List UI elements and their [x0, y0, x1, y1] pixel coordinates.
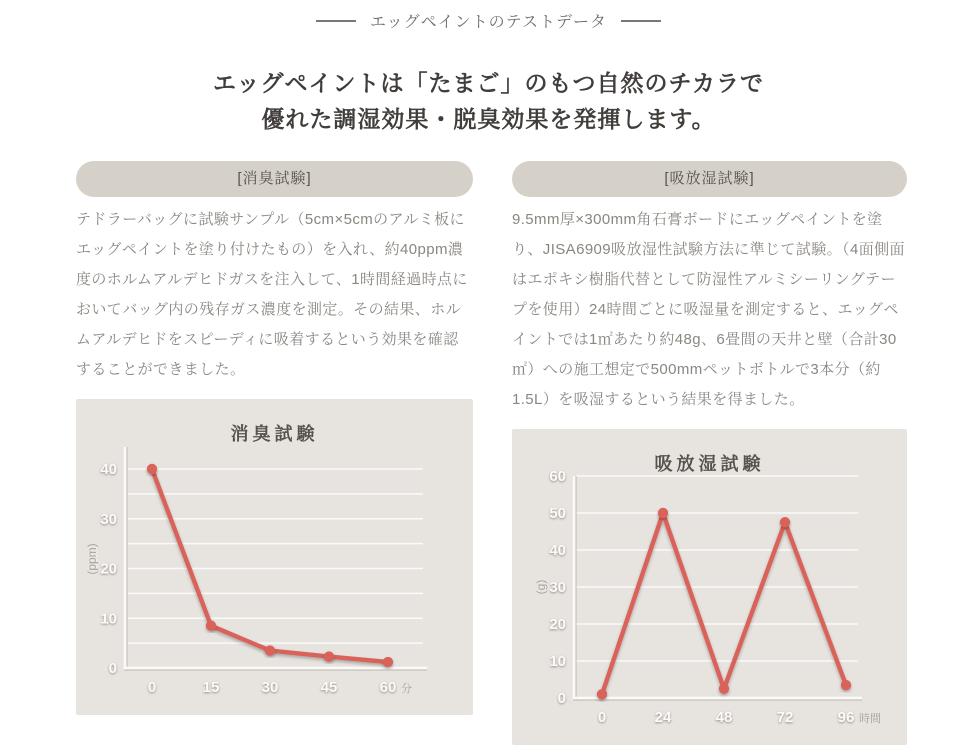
eyebrow-dash-left [316, 20, 356, 22]
x-tick-label: 0 [597, 709, 607, 726]
chart-panel-humidity [512, 429, 907, 745]
section-humidity-test [512, 161, 907, 745]
y-tick-label: 0 [108, 660, 117, 677]
y-tick-label: 20 [549, 616, 566, 633]
data-point [206, 621, 216, 631]
x-tick-label: 60 [379, 679, 397, 696]
section-header-deodorant: [消臭試験] [76, 161, 473, 197]
data-point [597, 689, 607, 699]
data-point [324, 651, 334, 661]
x-tick-label: 30 [261, 679, 279, 696]
eyebrow-dash-right [621, 20, 661, 22]
chart-panel-deodorant [76, 399, 473, 715]
y-tick-label: 10 [100, 610, 117, 628]
y-axis-unit-label: (ppm) [85, 543, 99, 575]
page-title-line2: 優れた調湿効果・脱臭効果を発揮します。 [261, 106, 716, 132]
data-point [841, 680, 851, 690]
chart-title-humidity: 吸放湿試験 [654, 454, 765, 474]
deodorant-line-chart [76, 399, 473, 715]
chart-title-deodorant: 消臭試験 [230, 424, 319, 444]
section-header-humidity: [吸放湿試験] [512, 161, 907, 197]
section-body-humidity: 9.5mm厚×300mm角石膏ボードにエッグペイントを塗り、JISA6909吸放湿性試験方法に準じて試験。（4面側面はエポキシ樹脂代替として防湿性アルミシーリングテープを使用）24時間ごとに吸湿量を測定すると、エッグペイントでは1㎡あたり約48g、6畳間の天井と壁（合計30㎡）への施工想定で500mmペットボトルで3本分（約1.5L）を吸湿するという結果を得ました。 [512, 211, 905, 408]
x-tick-label: 15 [202, 679, 220, 696]
test-columns [76, 161, 907, 745]
section-deodorant-test [76, 161, 473, 715]
x-axis-unit-label: 分 [401, 683, 412, 695]
data-point [780, 517, 790, 527]
x-tick-label: 0 [147, 679, 157, 696]
y-tick-label: 30 [549, 579, 566, 596]
eyebrow [0, 0, 977, 32]
y-tick-label: 0 [557, 690, 566, 707]
y-tick-label: 10 [549, 653, 566, 670]
x-axis-unit-label: 時間 [859, 713, 881, 725]
x-tick-label: 48 [715, 709, 733, 726]
y-axis-unit-label: (g) [534, 579, 548, 595]
y-tick-label: 40 [549, 542, 566, 559]
page-title [0, 65, 977, 137]
x-tick-label: 24 [654, 709, 672, 726]
x-tick-label: 72 [776, 709, 794, 726]
x-tick-label: 45 [320, 679, 338, 696]
data-point [658, 508, 668, 518]
page-title-line1: エッグペイントは「たまご」のもつ自然のチカラで [212, 70, 765, 96]
eyebrow-text: エッグペイントのテストデータ [369, 14, 608, 31]
data-line [152, 469, 388, 662]
y-tick-label: 50 [549, 505, 566, 522]
section-body-deodorant: テドラーバッグに試験サンプル（5cm×5cmのアルミ板にエッグペイントを塗り付けたもの）を入れ、約40ppm濃度のホルムアルデヒドガスを注入して、1時間経過時点においてバッグ内の残存ガス濃度を測定。その結果、ホルムアルデヒドをスピーディに吸着するという効果を確認することができました。 [76, 211, 468, 378]
data-line [602, 513, 846, 694]
y-tick-label: 60 [549, 468, 566, 485]
data-point [147, 464, 157, 474]
y-tick-label: 30 [100, 510, 117, 528]
data-point [719, 684, 729, 694]
data-point [383, 657, 393, 667]
y-tick-label: 40 [100, 461, 117, 478]
y-tick-label: 20 [100, 560, 117, 578]
humidity-line-chart [512, 429, 907, 745]
data-point [265, 645, 275, 655]
x-tick-label: 96 [837, 709, 855, 726]
